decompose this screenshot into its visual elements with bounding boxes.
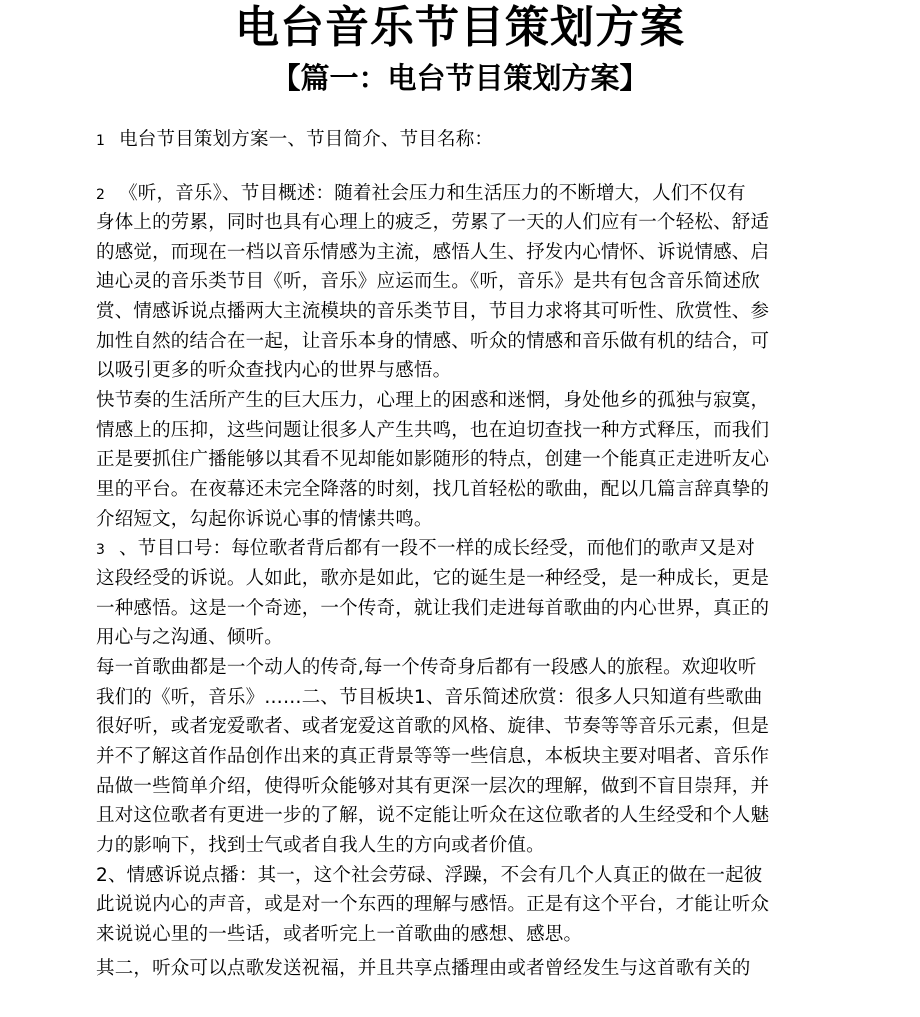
text-line bbox=[96, 775, 816, 799]
text-line bbox=[96, 537, 816, 562]
line-text: 的感觉，而现在一档以音乐情感为主流，感悟人生、抒发内心情怀、诉说情感、启 bbox=[96, 242, 770, 263]
list-number: 3 bbox=[96, 542, 106, 558]
text-line bbox=[96, 715, 816, 739]
list-number: 2 bbox=[96, 187, 106, 203]
text-line bbox=[96, 478, 816, 502]
text-line bbox=[96, 893, 816, 917]
text-line bbox=[96, 508, 816, 532]
text-line bbox=[96, 745, 816, 769]
text-line bbox=[96, 656, 816, 680]
line-text: 2、情感诉说点播：其一，这个社会劳碌、浮躁，不会有几个人真正的做在一起彼 bbox=[96, 865, 763, 886]
line-text: 来说说心里的一些话，或者听完上一首歌曲的感想、感思。 bbox=[96, 924, 583, 945]
line-text: 身体上的劳累，同时也具有心理上的疲乏，劳累了一天的人们应有一个轻松、舒适 bbox=[96, 212, 770, 233]
line-text: 、节目口号：每位歌者背后都有一段不一样的成长经受，而他们的歌声又是对 bbox=[119, 538, 755, 559]
line-text: 《听，音乐》、节目概述：随着社会压力和生活压力的不断增大，人们不仅有 bbox=[119, 183, 746, 204]
text-line bbox=[96, 567, 816, 591]
text-line bbox=[96, 359, 816, 383]
text-line bbox=[96, 957, 816, 981]
line-text: 情感上的压抑，这些问题让很多人产生共鸣，也在迫切查找一种方式释压，而我们 bbox=[96, 420, 770, 441]
line-text: 赏、情感诉说点播两大主流模块的音乐类节目，节目力求将其可听性、欣赏性、参 bbox=[96, 301, 770, 322]
text-line bbox=[96, 330, 816, 354]
line-text: 用心与之沟通、倾听。 bbox=[96, 627, 284, 648]
line-text: 此说说内心的声音，或是对一个东西的理解与感悟。正是有这个平台，才能让听众 bbox=[96, 894, 770, 915]
line-text: 这段经受的诉说。人如此，歌亦是如此，它的诞生是一种经受，是一种成长，更是 bbox=[96, 568, 770, 589]
text-line bbox=[96, 389, 816, 413]
line-text: 一种感悟。这是一个奇迹，一个传奇，就让我们走进每首歌曲的内心世界，真正的 bbox=[96, 598, 770, 619]
text-line bbox=[96, 834, 816, 858]
line-text: 我们的《听，音乐》……二、节目板块1、音乐简述欣赏：很多人只知道有些歌曲 bbox=[96, 687, 763, 708]
list-number: 1 bbox=[96, 133, 106, 149]
text-line bbox=[96, 864, 816, 888]
line-text: 并不了解这首作品创作出来的真正背景等等一些信息，本板块主要对唱者、音乐作 bbox=[96, 746, 770, 767]
text-line bbox=[96, 448, 816, 472]
text-line bbox=[96, 686, 816, 710]
document-subtitle: 【篇一：电台节目策划方案】 bbox=[271, 61, 649, 95]
line-text: 品做一些简单介绍，使得听众能够对其有更深一层次的理解，做到不盲目崇拜，并 bbox=[96, 776, 770, 797]
line-text: 介绍短文，勾起你诉说心事的情愫共鸣。 bbox=[96, 509, 433, 530]
text-line bbox=[96, 241, 816, 265]
text-line bbox=[96, 597, 816, 621]
text-line bbox=[96, 270, 816, 294]
text-line bbox=[96, 300, 816, 324]
line-text: 电台节目策划方案一、节目简介、节目名称： bbox=[119, 129, 494, 150]
text-line bbox=[96, 419, 816, 443]
line-text: 快节奏的生活所产生的巨大压力，心理上的困惑和迷惘，身处他乡的孤独与寂寞， bbox=[96, 390, 770, 411]
text-line bbox=[96, 804, 816, 828]
text-line bbox=[96, 923, 816, 947]
text-line bbox=[96, 182, 816, 207]
line-text: 加性自然的结合在一起，让音乐本身的情感、听众的情感和音乐做有机的结合，可 bbox=[96, 331, 770, 352]
line-text: 里的平台。在夜幕还未完全降落的时刻，找几首轻松的歌曲，配以几篇言辞真挚的 bbox=[96, 479, 770, 500]
line-text: 其二，听众可以点歌发送祝福，并且共享点播理由或者曾经发生与这首歌有关的 bbox=[96, 958, 751, 979]
line-text: 很好听，或者宠爱歌者、或者宠爱这首歌的风格、旋律、节奏等等音乐元素，但是 bbox=[96, 716, 770, 737]
line-text: 且对这位歌者有更进一步的了解，说不定能让听众在这位歌者的人生经受和个人魅 bbox=[96, 805, 770, 826]
line-text: 正是要抓住广播能够以其看不见却能如影随形的特点，创建一个能真正走进听友心 bbox=[96, 449, 770, 470]
line-text: 力的影响下，找到士气或者自我人生的方向或者价值。 bbox=[96, 835, 545, 856]
text-line bbox=[96, 128, 816, 153]
line-text: 每一首歌曲都是一个动人的传奇,每一个传奇身后都有一段感人的旅程。欢迎收听 bbox=[96, 657, 757, 678]
line-text: 迪心灵的音乐类节目《听，音乐》应运而生。《听，音乐》是共有包含音乐简述欣 bbox=[96, 271, 760, 292]
document-title: 电台音乐节目策划方案 bbox=[235, 2, 685, 53]
text-line bbox=[96, 626, 816, 650]
text-line bbox=[96, 211, 816, 235]
line-text: 以吸引更多的听众查找内心的世界与感悟。 bbox=[96, 360, 452, 381]
